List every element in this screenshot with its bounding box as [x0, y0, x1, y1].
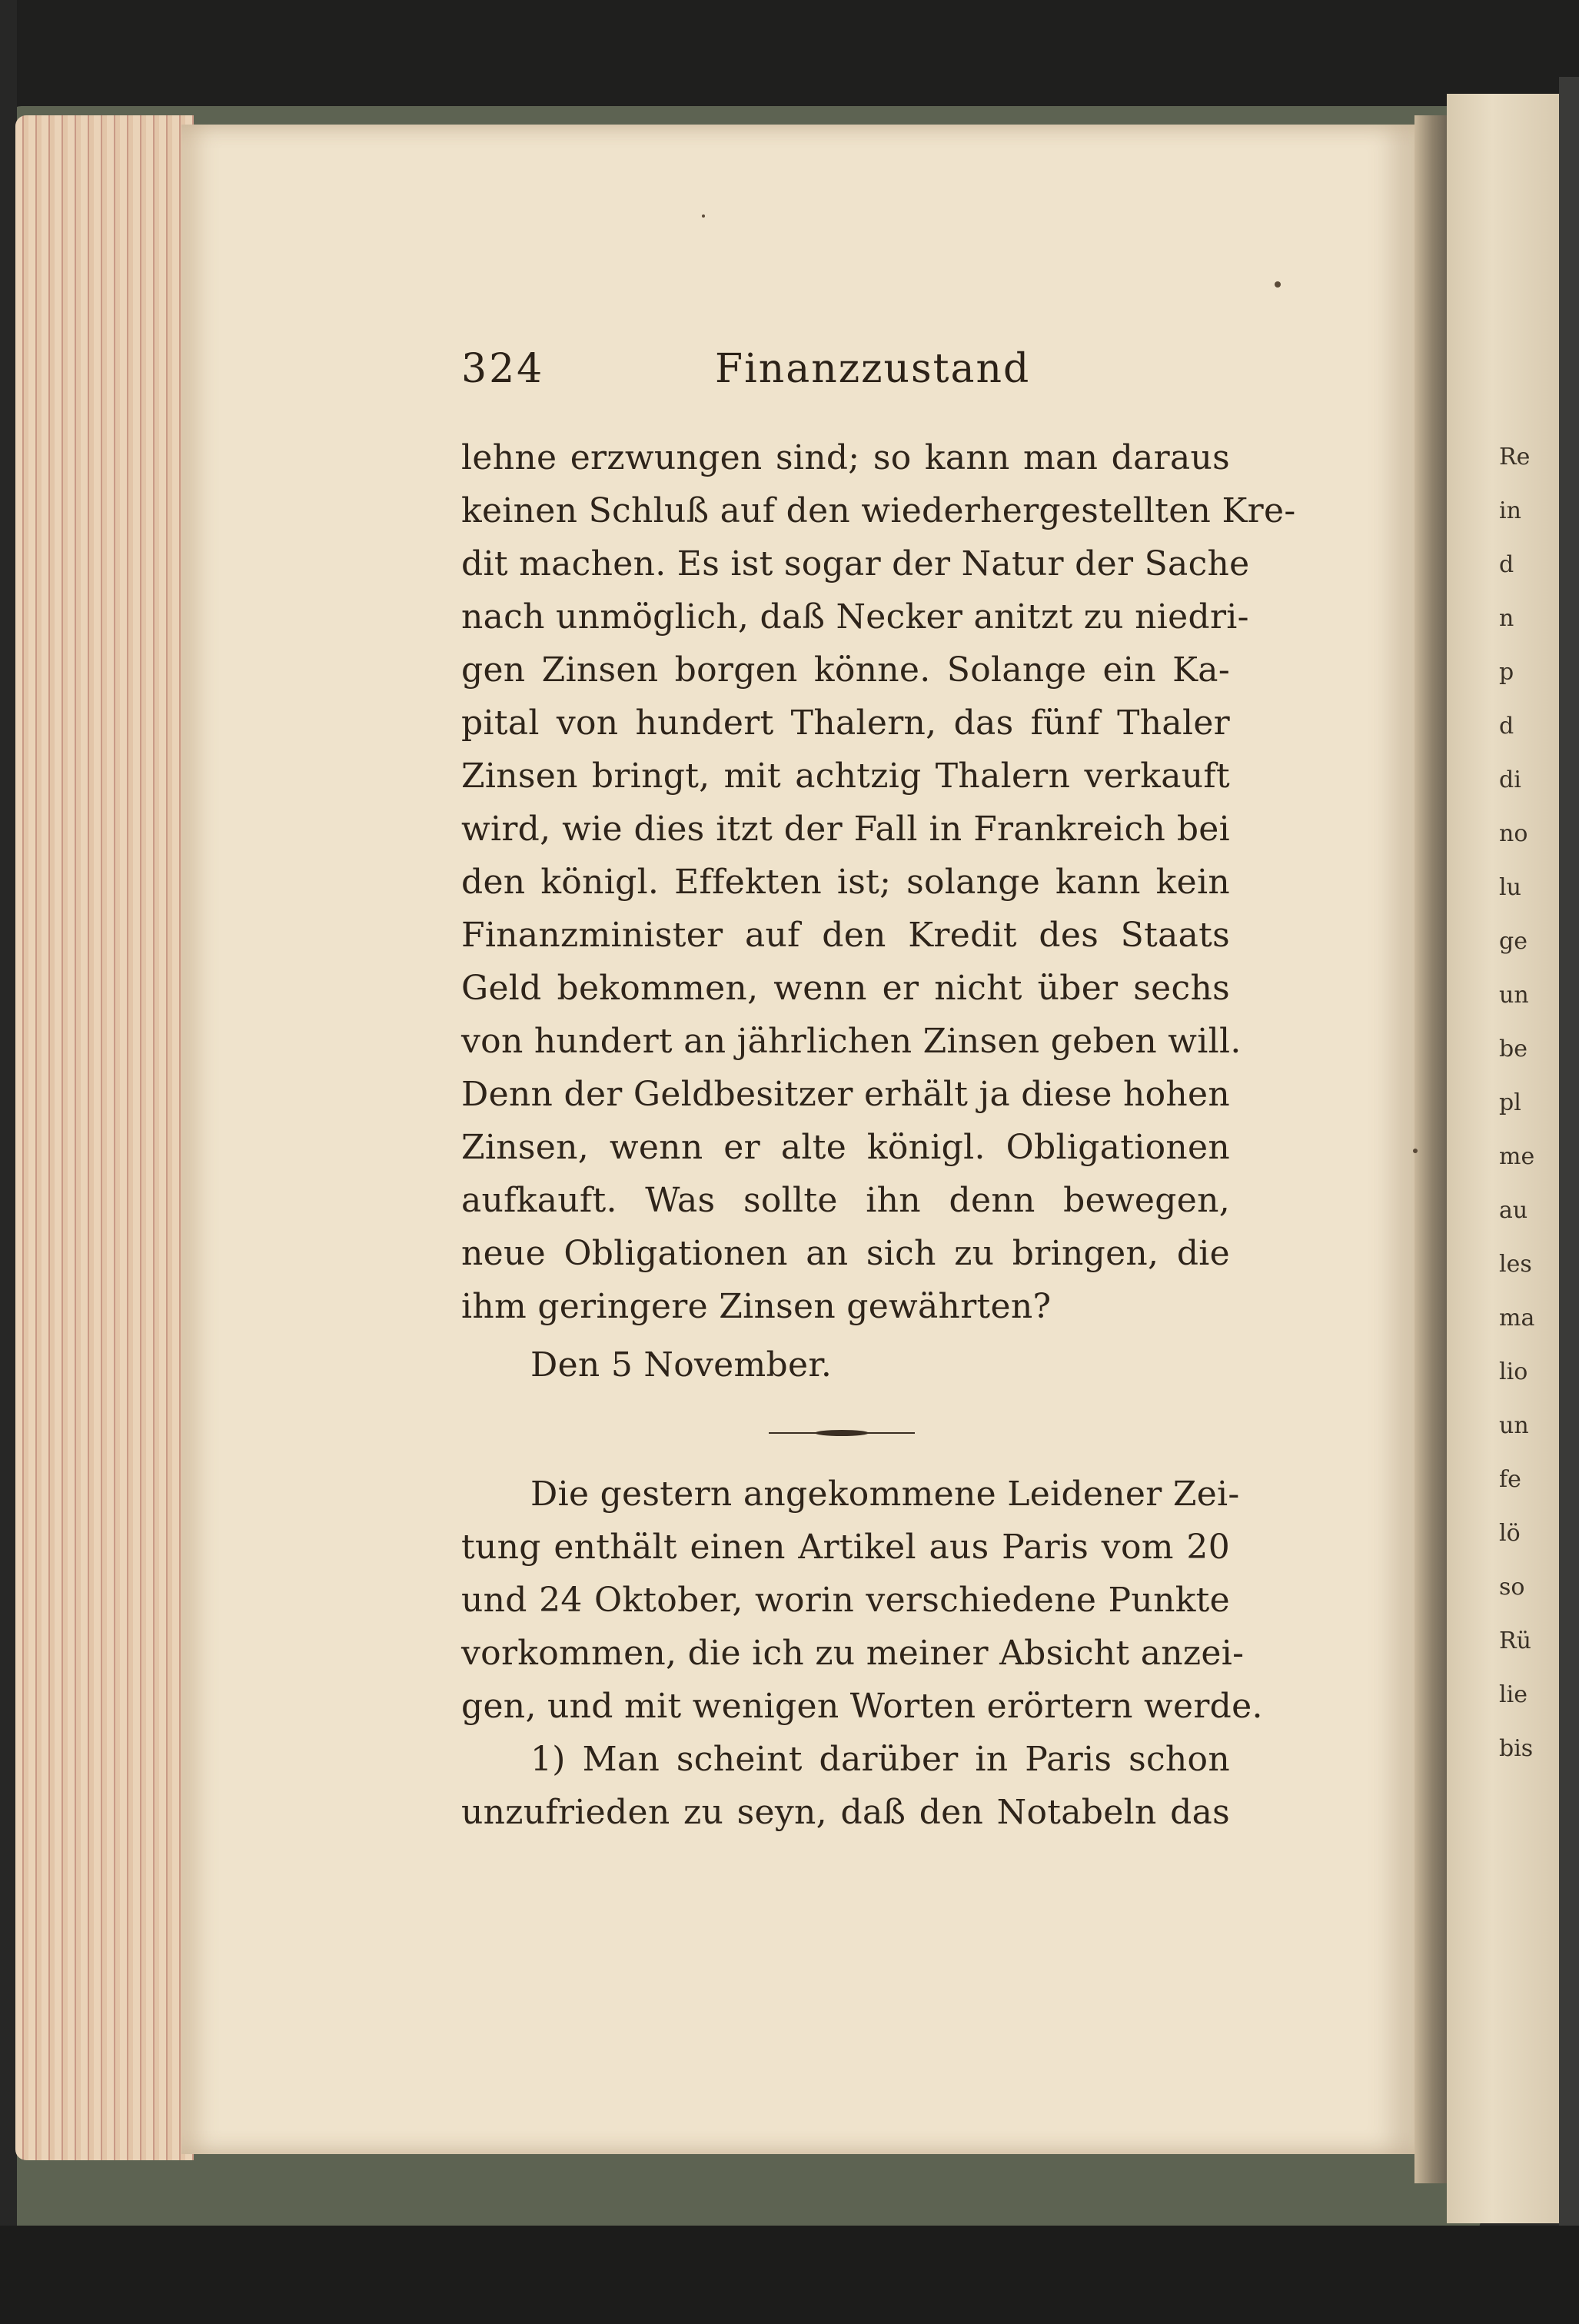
page-number: 324 [461, 346, 545, 392]
facing-page-fragment-text: lie [1499, 1681, 1527, 1708]
background-left [0, 0, 17, 2324]
text-line: unzufrieden zu seyn, daß den Notabeln das [461, 1793, 1230, 1832]
facing-page-fragment-text: Rü [1499, 1627, 1531, 1654]
text-line: vorkommen, die ich zu meiner Absicht anzei- [461, 1634, 1245, 1673]
text-line: Finanzminister auf den Kredit des Staats [461, 916, 1230, 955]
facing-page-fragment-text: be [1499, 1036, 1527, 1062]
text-line: keinen Schluß auf den wiederhergestellten Kre- [461, 491, 1296, 530]
text-line: neue Obligationen an sich zu bringen, die [461, 1234, 1230, 1273]
page-edges [15, 115, 194, 2160]
text-line: Geld bekommen, wenn er nicht über sechs [461, 969, 1230, 1008]
text-line: ihm geringere Zinsen gewährten? [461, 1287, 1052, 1326]
facing-page-fragment-text: di [1499, 766, 1521, 793]
facing-page-fragment-text: lö [1499, 1520, 1521, 1547]
facing-page-fragment-text: bis [1499, 1735, 1534, 1762]
facing-page-fragment-text: n [1499, 605, 1514, 632]
text-line: und 24 Oktober, worin verschiedene Punkte [461, 1581, 1230, 1620]
facing-page-fragment-text: les [1499, 1251, 1532, 1278]
text-line: 1) Man scheint darüber in Paris schon [530, 1740, 1230, 1779]
facing-page-fragment-text: ma [1499, 1305, 1535, 1332]
facing-page-fragment-text: p [1499, 659, 1514, 686]
facing-page-fragment-text: lio [1499, 1358, 1528, 1385]
text-line: pital von hundert Thalern, das fünf Thaler [461, 703, 1230, 743]
gutter-shadow [1414, 115, 1447, 2183]
facing-page-fragment-text: in [1499, 497, 1521, 524]
background-top [0, 0, 1579, 115]
facing-page-fragment-text: no [1499, 820, 1528, 847]
text-line: von hundert an jährlichen Zinsen geben will. [461, 1022, 1242, 1061]
text-line: Zinsen, wenn er alte königl. Obligationen [461, 1128, 1230, 1167]
facing-page-text [1499, 431, 1576, 1776]
text-line: nach unmöglich, daß Necker anitzt zu niedri- [461, 597, 1249, 637]
facing-page-fragment-text: fe [1499, 1466, 1521, 1493]
text-line: Zinsen bringt, mit achtzig Thalern verkauft [461, 756, 1230, 796]
dateline: Den 5 November. [530, 1345, 833, 1385]
facing-page-fragment-text: un [1499, 1412, 1529, 1439]
text-line: dit machen. Es ist sogar der Natur der Sache [461, 544, 1250, 583]
facing-page-fragment-text: au [1499, 1197, 1528, 1224]
text-line: Die gestern angekommene Leidener Zei- [530, 1475, 1240, 1514]
text-line: aufkauft. Was sollte ihn denn bewegen, [461, 1181, 1230, 1220]
facing-page-fragment-text: so [1499, 1574, 1525, 1601]
text-line: gen, und mit wenigen Worten erörtern werde. [461, 1687, 1263, 1726]
text-line: gen Zinsen borgen könne. Solange ein Ka- [461, 650, 1230, 690]
facing-page-fragment-text: lu [1499, 874, 1521, 901]
section-divider-ornament [769, 1428, 915, 1438]
page-header [461, 346, 1230, 407]
text-line: den königl. Effekten ist; solange kann kein [461, 863, 1230, 902]
facing-page-fragment-text: pl [1499, 1089, 1521, 1116]
text-line: tung enthält einen Artikel aus Paris vom 20 [461, 1528, 1230, 1567]
facing-page-fragment-text: Re [1499, 444, 1531, 470]
facing-page-fragment-text: me [1499, 1143, 1535, 1170]
facing-page-fragment-text: d [1499, 551, 1514, 578]
text-line: Denn der Geldbesitzer erhält ja diese hohen [461, 1075, 1230, 1114]
text-line: wird, wie dies itzt der Fall in Frankreich bei [461, 810, 1230, 849]
running-head: Finanzzustand [715, 346, 1031, 392]
background-bottom [0, 2226, 1579, 2324]
facing-page-fragment-text: ge [1499, 928, 1527, 955]
facing-page-fragment-text: un [1499, 982, 1529, 1009]
facing-page-fragment-text: d [1499, 713, 1514, 740]
text-line: lehne erzwungen sind; so kann man daraus [461, 438, 1230, 477]
